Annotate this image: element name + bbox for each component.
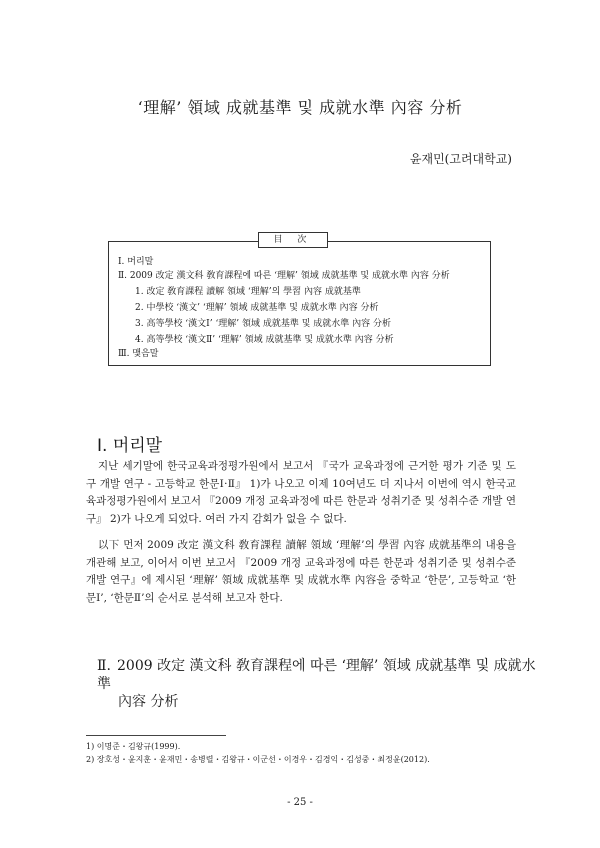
section-number: Ⅱ. [97,658,111,674]
author-affiliation: 윤재민(고려대학교) [409,152,512,166]
body-paragraph: 지난 세기말에 한국교육과정평가원에서 보고서 『국가 교육과정에 근거한 평가 기준 및 도구 개발 연구 - 고등학교 한문Ⅰ·Ⅱ』 1)가 나오고 이제 10여년도 더 지나서 이번에 역시 한국교육과정평가원에서 보고서 『2009 개정 교육과정에 따른 한문과 성취기준 및 성취수준 개발 연구』 2)가 나오게 되었다. 여러 가지 감회가 없을 수 없다. [86,460,516,525]
page-number: - 25 - [287,797,313,808]
body-paragraph: 以下 먼저 2009 改定 漢文科 敎育課程 讀解 領域 ‘理解’의 學習 內容 成就基準의 내용을 개관해 보고, 이어서 이번 보고서 『2009 개정 교육과정에 따른 한문과 성취기준 및 성취수준 개발 연구』에 제시된 ‘理解’ 領域 成就基準 및 成就水準 內容을 중학교 ‘한문’, 고등학교 ‘한문Ⅰ’, ‘한문Ⅱ’의 순서로 분석해 보고자 한다. [86,539,516,604]
footnote: 2) 장호성・윤지훈・윤재민・송병렬・김왕규・이군선・이경우・김경익・김성중・최정윤(2012). [86,755,430,764]
toc-heading: 目 次 [258,232,328,248]
toc-item: Ⅲ. 맺음말 [118,349,159,359]
section-heading-introduction: Ⅰ. 머리말 [97,436,163,456]
section-heading-line: 內容 分析 [118,694,179,710]
toc-subitem: 3. 高等學校 ‘漢文Ⅰ’ ‘理解’ 領域 成就基準 및 成就水準 內容 分析 [135,319,392,329]
toc-subitem: 2. 中學校 ‘漢文’ ‘理解’ 領域 成就基準 및 成就水準 內容 分析 [135,303,379,313]
footnote: 1) 이명준・김왕규(1999). [86,742,181,751]
toc-item: Ⅰ. 머리말 [118,257,154,267]
toc-subitem: 4. 高等學校 ‘漢文Ⅱ’ ‘理解’ 領域 成就基準 및 成就水準 內容 分析 [135,335,394,345]
paper-title: ‘理解’ 領域 成就基準 및 成就水準 內容 分析 [137,98,463,117]
footnote-divider [86,735,226,736]
section-heading-line: 2009 改定 漢文科 敎育課程에 따른 ‘理解’ 領域 成就基準 및 成就水準 [97,658,536,692]
toc-item: Ⅱ. 2009 改定 漢文科 敎育課程에 따른 ‘理解’ 領域 成就基準 및 成就水準 內容 分析 [118,271,450,281]
section-heading-analysis [97,657,537,711]
toc-subitem: 1. 改定 敎育課程 讀解 領域 ‘理解’의 學習 內容 成就基準 [135,287,361,297]
